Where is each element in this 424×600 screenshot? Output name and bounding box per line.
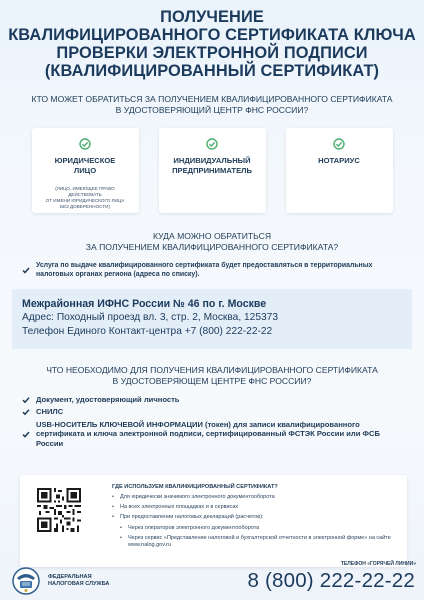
office-phone: Телефон Единого Контакт-центра +7 (800) 222-22-22 [22,326,273,337]
who-question [0,94,424,116]
service-note-text: Услуга по выдаче квалифицированного сертификата будет предоставляться в территориальных налоговых органах региона (адреса по списку). [36,262,373,278]
tax-office-block [12,289,412,349]
footer-org-name [48,574,109,588]
requirements-list [0,395,424,448]
usage-title: ГДЕ ИСПОЛЬЗУЕМ КВАЛИФИЦИРОВАННЫЙ СЕРТИФИКАТ? [112,484,278,490]
list-item [22,420,406,448]
card-label-line: ЮРИДИЧЕСКОЕ [54,156,116,165]
card-label-line: ПРЕДПРИНИМАТЕЛЬ [172,166,252,175]
applicant-cards [0,128,424,213]
needed-question-line: ЧТО НЕОБХОДИМО ДЛЯ ПОЛУЧЕНИЯ КВАЛИФИЦИРОВАННОГО СЕРТИФИКАТА [46,365,378,375]
bullet-icon: • [120,524,122,531]
card-label [159,156,266,176]
list-item [22,407,406,416]
list-item-text: Для юридически значимого электронного документооборота [120,494,275,500]
list-item-text: Документ, удостоверяющий личность [36,395,180,404]
card-legal-entity [32,128,139,213]
usage-card [20,475,407,567]
check-icon [333,138,345,150]
qr-code[interactable] [37,488,81,532]
card-label [32,156,139,176]
needed-question [0,365,424,387]
check-icon [206,138,218,150]
title-line: ПРОВЕРКИ ЭЛЕКТРОННОЙ ПОДПИСИ [56,44,368,62]
title-line: (КВАЛИФИЦИРОВАННЫЙ СЕРТИФИКАТ) [44,62,380,80]
list-item [112,504,399,511]
list-item-text: СНИЛС [36,407,64,417]
where-question-line: ЗА ПОЛУЧЕНИЕМ КВАЛИФИЦИРОВАННОГО СЕРТИФИКАТА? [85,242,339,252]
office-address: Адрес: Походный проезд вл. 3, стр. 2, Москва, 125373 [22,312,279,323]
card-label-line: ЛИЦО [73,166,97,175]
bullet-icon: • [112,514,114,521]
hotline-label: ТЕЛЕФОН «ГОРЯЧЕЙ ЛИНИИ» [340,561,416,567]
who-question-line: В УДОСТОВЕРЯЮЩИЙ ЦЕНТР ФНС РОССИИ? [115,105,309,115]
list-item [22,395,406,404]
office-name: Межрайонная ИФНС России № 46 по г. Москве [22,298,267,310]
org-name-line: ФЕДЕРАЛЬНАЯ [48,574,92,580]
card-note-line: БЕЗ ДОВЕРЕННОСТИ) [60,204,110,209]
card-label-line: ИНДИВИДУАЛЬНЫЙ [173,156,251,165]
chevron-bullet-icon [22,408,30,416]
where-question [0,231,424,253]
card-note [32,186,139,210]
card-note-line: (ЛИЦО, ИМЕЮЩЕЕ ПРАВО ДЕЙСТВОВАТЬ [55,186,115,197]
usage-body [112,483,399,549]
fns-emblem-logo [8,566,44,596]
who-question-line: КТО МОЖЕТ ОБРАТИТЬСЯ ЗА ПОЛУЧЕНИЕМ КВАЛИФИЦИРОВАННОГО СЕРТИФИКАТА [31,94,393,104]
list-item-text: USB-НОСИТЕЛЬ КЛЮЧЕВОЙ ИНФОРМАЦИИ (токен) для записи квалифицированного сертификата и ключа электронной подписи, сертифицированный ФСТЭК России или ФСБ России [36,419,380,448]
card-entrepreneur [159,128,266,213]
title-line: КВАЛИФИЦИРОВАННОГО СЕРТИФИКАТА КЛЮЧА [8,26,416,44]
list-item-text: При предоставлении налоговых деклараций (расчетов): [120,514,264,521]
chevron-bullet-icon [22,421,30,448]
chevron-bullet-icon [22,396,30,404]
hotline-number[interactable]: 8 (800) 222-22-22 [247,569,415,592]
title-line: ПОЛУЧЕНИЕ [160,8,264,26]
bullet-icon: • [112,494,114,500]
needed-question-line: В УДОСТОВЕРЯЮЩЕМ ЦЕНТРЕ ФНС РОССИИ? [112,376,312,386]
list-item [112,514,399,521]
service-note [0,261,424,279]
list-item-text: Через сервис «Представление налоговой и бухгалтерской отчетности в электронной форме» на сайте www.nalog.gov.ru [128,534,391,549]
card-notary [286,128,393,213]
where-question-line: КУДА МОЖНО ОБРАТИТЬСЯ [152,231,272,241]
card-note-line: ОТ ИМЕНИ ЮРИДИЧЕСКОГО ЛИЦА [45,198,125,203]
bullet-icon: • [120,534,122,541]
org-name-line: НАЛОГОВАЯ СЛУЖБА [48,581,110,588]
chevron-bullet-icon [22,262,30,279]
list-item-text: На всех электронных площадках и в сервисах [120,504,239,511]
sub-list-item [112,525,399,532]
list-item [112,494,399,501]
card-label [286,156,393,166]
page-title [0,0,424,80]
check-icon [79,138,91,150]
sub-list-item [112,535,399,549]
card-label-line: НОТАРИУС [318,156,360,165]
list-item-text: Через операторов электронного документооборота [128,524,260,531]
bullet-icon: • [112,504,114,511]
